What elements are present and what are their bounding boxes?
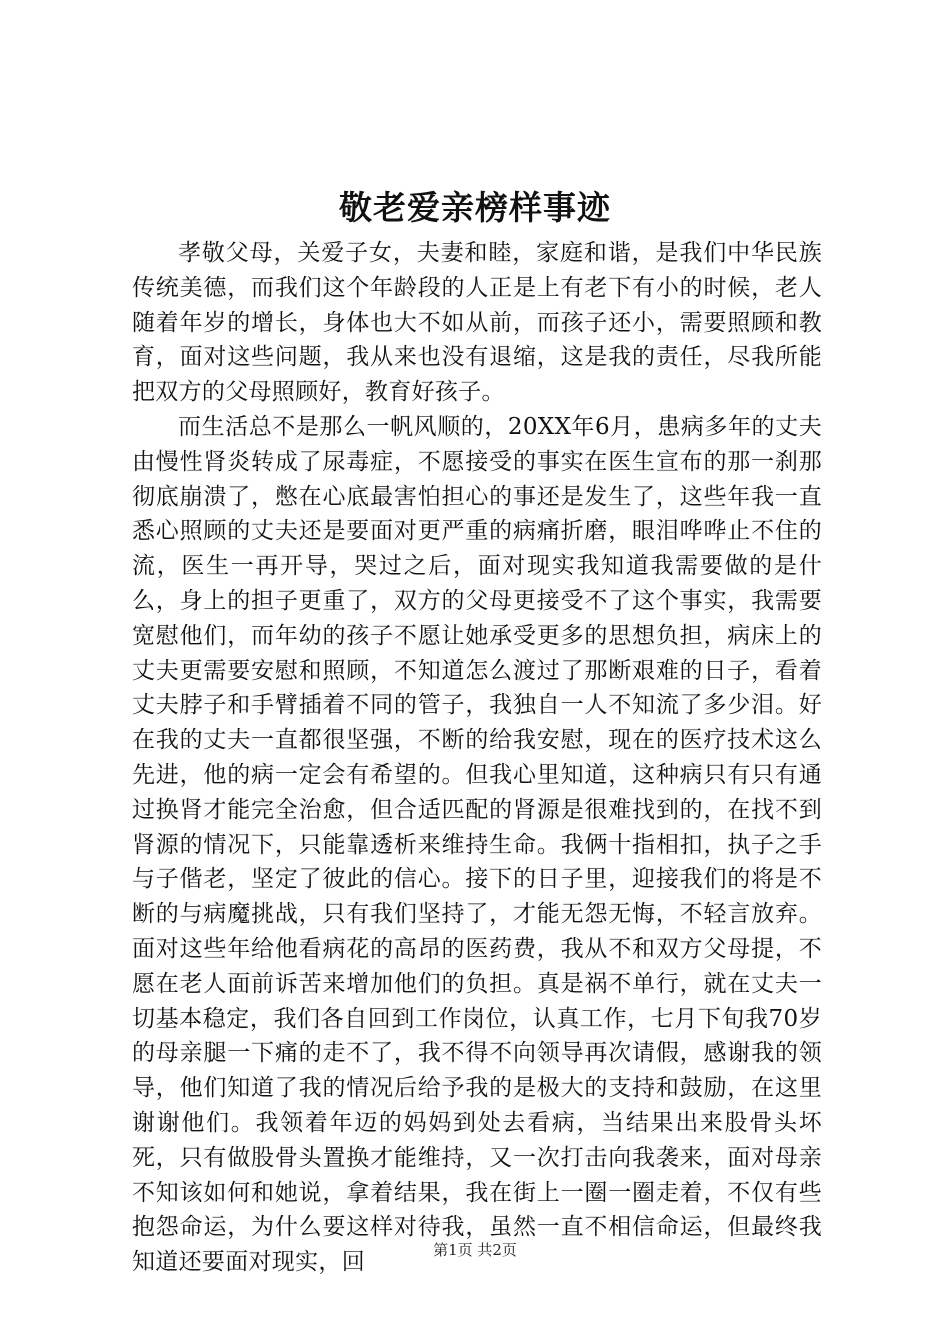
paragraph-2: 而生活总不是那么一帆风顺的，20XX年6月，患病多年的丈夫由慢性肾炎转成了尿毒症，不愿接受的事实在医生宣布的那一刹那彻底崩溃了，憋在心底最害怕担心的事还是发生了，这些年我一直悉心照顾的丈夫还是要面对更严重的病痛折磨，眼泪哗哗止不住的流，医生一再开导，哭过之后，面对现实我知道我需要做的是什么，身上的担子更重了，双方的父母更接受不了这个事实，我需要宽慰他们，而年幼的孩子不愿让她承受更多的思想负担，病床上的丈夫更需要安慰和照顾，不知道怎么渡过了那断艰难的日子，看着丈夫脖子和手臂插着不同的管子，我独自一人不知流了多少泪。好在我的丈夫一直都很坚强，不断的给我安慰，现在的医疗技术这么先进，他的病一定会有希望的。但我心里知道，这种病只有只有通过换肾才能完全治愈，但合适匹配的肾源是很难找到的，在找不到肾源的情况下，只能靠透析来维持生命。我俩十指相扣，执子之手与子偕老，坚定了彼此的信心。接下的日子里，迎接我们的将是不断的与病魔挑战，只有我们坚持了，才能无怨无悔，不轻言放弃。面对这些年给他看病花的高昂的医药费，我从不和双方父母提，不愿在老人面前诉苦来增加他们的负担。真是祸不单行，就在丈夫一切基本稳定，我们各自回到工作岗位，认真工作，七月下旬我70岁的母亲腿一下痛的走不了，我不得不向领导再次请假，感谢我的领导，他们知道了我的情况后给予我的是极大的支持和鼓励，在这里谢谢他们。我领着年迈的妈妈到处去看病，当结果出来股骨头坏死，只有做股骨头置换才能维持，又一次打击向我袭来，面对母亲不知该如何和她说，拿着结果，我在街上一圈一圈走着，不仅有些抱怨命运，为什么要这样对待我，虽然一直不相信命运，但最终我知道还要面对现实，回 xyxy=(132,413,822,1276)
paragraph-1: 孝敬父母，关爱子女，夫妻和睦，家庭和谐，是我们中华民族传统美德，而我们这个年龄段的人正是上有老下有小的时候，老人随着年岁的增长，身体也大不如从前，而孩子还小，需要照顾和教育，面对这些问题，我从来也没有退缩，这是我的责任，尽我所能把双方的父母照顾好，教育好孩子。 xyxy=(132,240,822,406)
page-number-footer: 第1页 共2页 xyxy=(433,1241,517,1259)
document-body xyxy=(132,236,822,1280)
document-title: 敬老爱亲榜样事迹 xyxy=(339,188,611,227)
